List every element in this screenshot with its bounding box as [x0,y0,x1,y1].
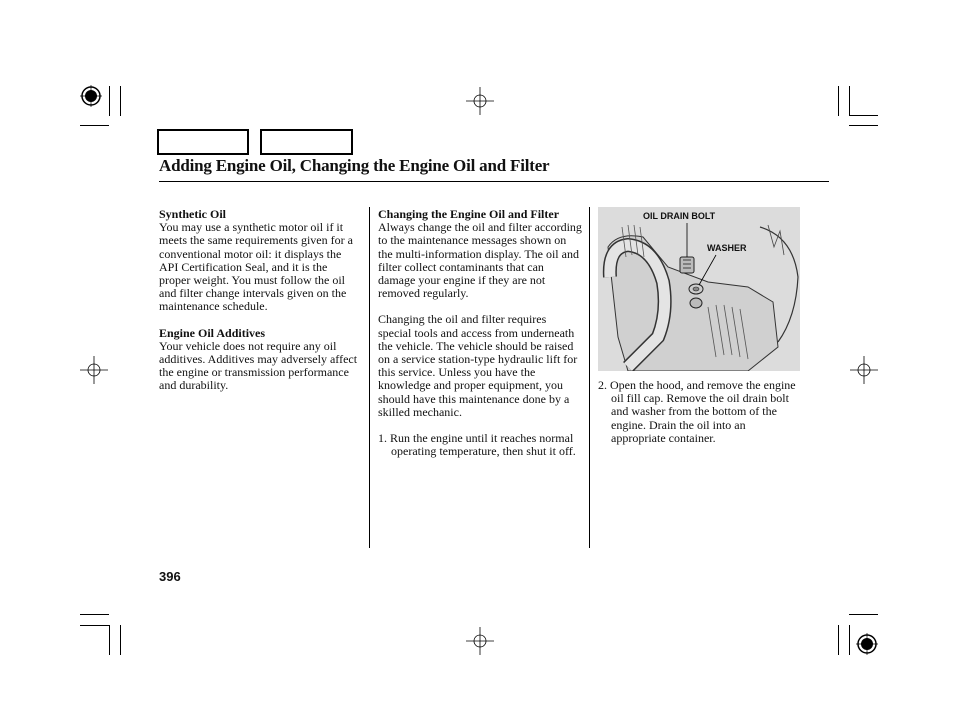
crop-mark [120,625,121,655]
column-left [159,208,361,393]
page-number: 396 [159,569,181,584]
section-tab-box [260,129,353,155]
crop-mark [838,86,839,116]
crop-mark [838,625,839,655]
oil-change-para2: Changing the oil and filter requires special tools and access from underneath the vehicle. The vehicle should be raised on a service station-type hydraulic lift for this service. Unless you have the knowledge and proper equipment, you should have this maintenance done by a skilled mechanic. [378,312,578,419]
step-1: 1. Run the engine until it reaches normal operating temperature, then shut it off. [378,431,576,459]
crop-mark [849,125,878,126]
section-tab-box [157,129,249,155]
crosshair-mark-icon [850,356,878,384]
column-divider [589,207,590,548]
crop-mark [849,115,878,116]
registration-target-icon [856,633,878,655]
synthetic-oil-body: You may use a synthetic motor oil if it meets the same requirements given for a conventional motor oil: it displays the API Certification Seal, and it is the proper weight. You must follow the oil and filter change intervals given on the maintenance schedule. [159,220,353,314]
crop-mark [80,125,109,126]
page-title: Adding Engine Oil, Changing the Engine Oil and Filter [159,156,550,175]
crop-mark [120,86,121,116]
oil-change-para1: Always change the oil and filter according to the maintenance messages shown on the multi-information display. The oil and filter collect contaminants that can damage your engine if they are not removed regularly. [378,220,582,301]
crop-mark [849,614,878,615]
crop-mark [849,86,850,116]
oil-change-heading: Changing the Engine Oil and Filter [378,207,560,221]
crosshair-mark-icon [466,627,494,655]
label-oil-drain-bolt: OIL DRAIN BOLT [643,211,716,221]
oil-additives-heading: Engine Oil Additives [159,325,266,340]
step-2: 2. Open the hood, and remove the engine oil fill cap. Remove the oil drain bolt and washer from the bottom of the engine. Drain the oil into an appropriate container. [598,378,796,445]
column-right [598,379,800,445]
oil-drain-bolt-illustration [598,207,800,371]
oil-additives-body: Your vehicle does not require any oil additives. Additives may adversely affect the engine or transmission performance and durability. [159,338,358,393]
crop-mark [80,614,109,615]
crop-mark [80,625,109,626]
label-washer: WASHER [707,243,747,253]
crosshair-mark-icon [466,87,494,115]
crop-mark [109,86,110,116]
column-middle [378,208,582,458]
crop-mark [109,625,110,655]
title-rule [159,181,829,182]
engine-underside-drawing [598,207,800,371]
crop-mark [849,625,850,655]
registration-target-icon [80,85,102,107]
crosshair-mark-icon [80,356,108,384]
synthetic-oil-heading: Synthetic Oil [159,207,227,221]
column-divider [369,207,370,548]
